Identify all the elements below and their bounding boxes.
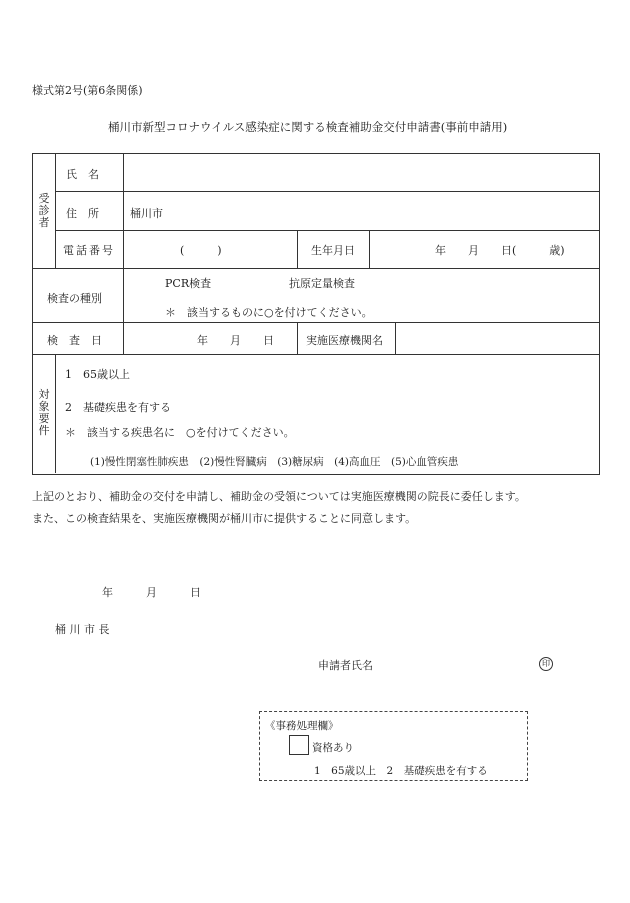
eligibility-item-age[interactable]: 1 65歳以上 <box>65 368 130 381</box>
eligibility-label: 対 象 要 件 <box>38 388 50 437</box>
statement-delegation: 上記のとおり、補助金の交付を申請し、補助金の受領については実施医療機関の院長に委任します。 <box>32 490 526 503</box>
application-date[interactable]: 年 月 日 <box>102 586 201 599</box>
exam-date-field[interactable]: 年 月 日 <box>197 334 274 347</box>
exam-date-label: 検 査 日 <box>47 334 102 347</box>
qualified-label: 資格あり <box>312 742 354 754</box>
address-label: 住 所 <box>66 207 99 220</box>
facility-label: 実施医療機関名 <box>306 334 383 347</box>
disease-list[interactable]: (1)慢性閉塞性肺疾患 (2)慢性腎臓病 (3)糖尿病 (4)高血圧 (5)心血管疾患 <box>90 456 459 468</box>
office-criteria: 1 65歳以上 2 基礎疾患を有する <box>314 765 488 777</box>
applicant-name-label: 申請者氏名 <box>318 659 373 672</box>
office-use-title: 《事務処理欄》 <box>265 720 339 732</box>
exam-option-antigen[interactable]: 抗原定量検査 <box>289 277 355 290</box>
exam-type-label: 検査の種別 <box>47 292 102 305</box>
exam-option-pcr[interactable]: PCR検査 <box>165 277 212 290</box>
patient-group-label: 受 診 者 <box>38 192 50 229</box>
dob-label: 生年月日 <box>311 244 355 257</box>
seal-mark-icon: 印 <box>539 657 553 671</box>
phone-field[interactable]: ( ) <box>180 244 222 257</box>
phone-label: 電話番号 <box>63 244 115 257</box>
eligibility-item-disease[interactable]: 2 基礎疾患を有する <box>65 401 171 414</box>
name-label: 氏 名 <box>66 168 99 181</box>
exam-type-note: ＊ 該当するものに○を付けてください。 <box>165 306 373 319</box>
eligibility-note: ＊ 該当する疾患名に ○を付けてください。 <box>65 426 295 439</box>
facility-field[interactable] <box>400 327 594 351</box>
addressee: 桶 川 市 長 <box>55 623 110 636</box>
statement-consent: また、この検査結果を、実施医療機関が桶川市に提供することに同意します。 <box>32 512 417 525</box>
form-title: 桶川市新型コロナウイルス感染症に関する検査補助金交付申請書(事前申請用) <box>108 120 508 134</box>
address-field[interactable]: 桶川市 <box>130 207 163 220</box>
name-field[interactable] <box>128 160 594 188</box>
qualified-checkbox[interactable] <box>289 735 309 755</box>
form-number: 様式第2号(第6条関係) <box>32 84 143 97</box>
dob-field[interactable]: 年 月 日( 歳) <box>435 244 565 257</box>
